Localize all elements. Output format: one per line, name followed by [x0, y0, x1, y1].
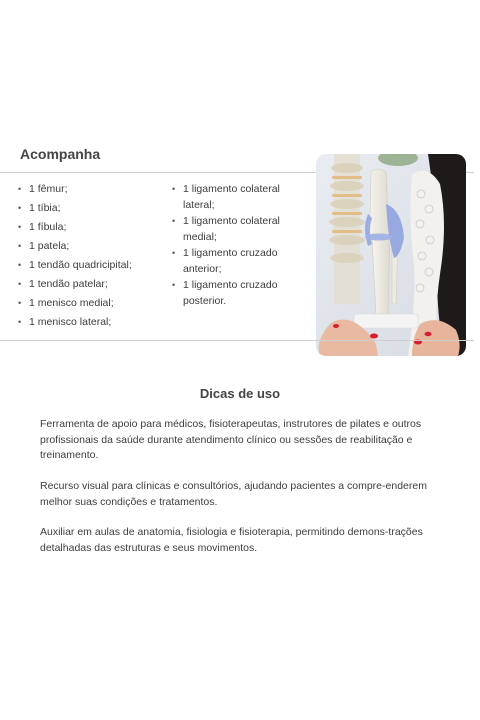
list-item: • 1 fíbula; [18, 219, 168, 235]
dicas-de-uso-title: Dicas de uso [199, 386, 281, 401]
knee-model-photo [316, 154, 466, 356]
knee-model-illustration [316, 154, 466, 356]
list-item: • 1 ligamento cruzado anterior; [172, 245, 302, 277]
list-item: • 1 menisco medial; [18, 295, 168, 311]
items-list-column-2 [172, 181, 302, 309]
items-list-column-1 [18, 181, 168, 333]
divider-bottom [0, 340, 474, 341]
list-item: • 1 tendão patelar; [18, 276, 168, 292]
dicas-paragraph: Auxiliar em aulas de anatomia, fisiologia e fisioterapia, permitindo demons-trações detalhadas das estruturas e seus movimentos. [40, 526, 423, 554]
list-item: • 1 tendão quadricipital; [18, 257, 168, 273]
list-item: • 1 fêmur; [18, 181, 168, 197]
list-item: • 1 tíbia; [18, 200, 168, 216]
list-item: • 1 menisco lateral; [18, 314, 168, 330]
list-item: • 1 ligamento colateral medial; [172, 213, 302, 245]
acompanha-title: Acompanha [20, 146, 101, 162]
list-item: • 1 patela; [18, 238, 168, 254]
dicas-paragraph: Ferramenta de apoio para médicos, fisioterapeutas, instrutores de pilates e outros profissionais da saúde durante atendimento clínico ou sessões de reabilitação e treinamento. [40, 418, 422, 461]
dicas-paragraph: Recurso visual para clínicas e consultórios, ajudando pacientes a compre-enderem melhor suas condições e tratamentos. [40, 480, 427, 508]
list-item: • 1 ligamento cruzado posterior. [172, 277, 302, 309]
list-item: • 1 ligamento colateral lateral; [172, 181, 302, 213]
